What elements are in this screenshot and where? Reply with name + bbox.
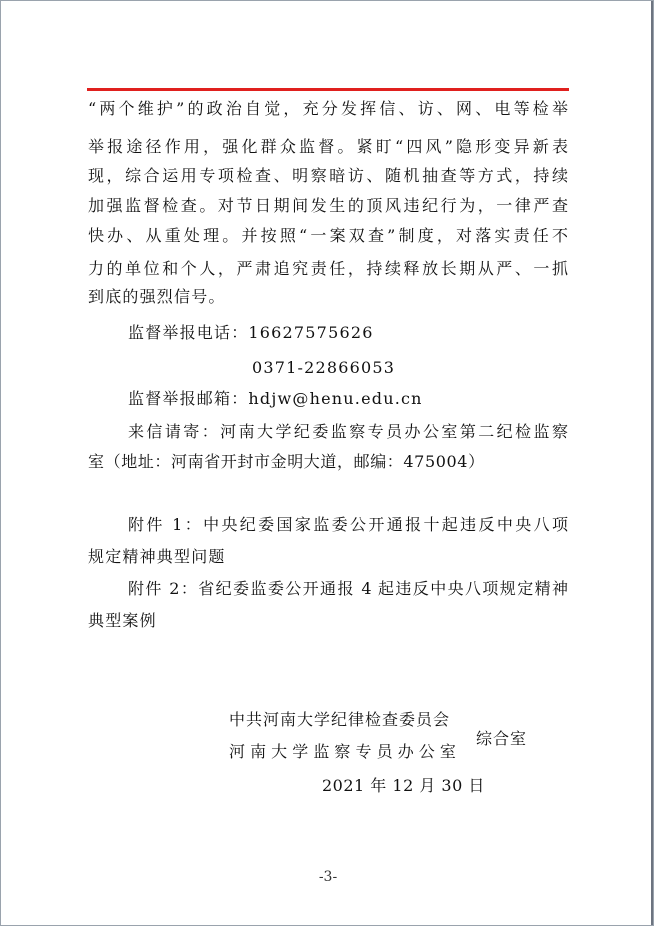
body-line-5: 快办、从重处理。并按照“一案双查”制度，对落实责任不 bbox=[88, 226, 568, 245]
email-address: hdjw@henu.edu.cn bbox=[248, 389, 423, 408]
attachment-1-line-2: 规定精神典型问题 bbox=[88, 547, 226, 566]
mail-line-2: 室（地址：河南省开封市金明大道，邮编：475004） bbox=[88, 452, 485, 471]
phone-row bbox=[128, 322, 374, 344]
phone-label: 监督举报电话： bbox=[128, 323, 249, 342]
attachment-1-line-1: 附件 1：中央纪委国家监委公开通报十起违反中央八项 bbox=[128, 515, 568, 534]
attachment-2-line-2: 典型案例 bbox=[88, 611, 157, 630]
email-row bbox=[128, 388, 423, 410]
phone-number-1: 16627575626 bbox=[248, 323, 374, 342]
signature-org-2: 河 南 大 学 监 察 专 员 办 公 室 bbox=[229, 742, 456, 761]
phone-number-2: 0371-22866053 bbox=[252, 358, 396, 377]
mail-line-1: 来信请寄：河南大学纪委监察专员办公室第二纪检监察 bbox=[128, 422, 568, 441]
body-line-1: “两个维护”的政治自觉，充分发挥信、访、网、电等检举 bbox=[88, 99, 568, 118]
red-header-rule bbox=[87, 88, 569, 91]
email-label: 监督举报邮箱： bbox=[128, 389, 249, 408]
signature-org-1: 中共河南大学纪律检查委员会 bbox=[229, 710, 451, 729]
body-line-7: 到底的强烈信号。 bbox=[88, 287, 226, 306]
body-line-6: 力的单位和个人，严肃追究责任，持续释放长期从严、一抓 bbox=[88, 259, 568, 278]
page-number: -3- bbox=[318, 869, 338, 885]
signature-date: 2021 年 12 月 30 日 bbox=[322, 776, 485, 795]
body-line-2: 举报途径作用，强化群众监督。紧盯“四风”隐形变异新表 bbox=[88, 137, 568, 156]
attachment-2-line-1: 附件 2：省纪委监委公开通报 4 起违反中央八项规定精神 bbox=[128, 579, 568, 598]
signature-office: 综合室 bbox=[476, 729, 528, 748]
body-line-3: 现，综合运用专项检查、明察暗访、随机抽查等方式，持续 bbox=[88, 166, 568, 185]
body-line-4: 加强监督检查。对节日期间发生的顶风违纪行为，一律严查 bbox=[88, 196, 568, 215]
